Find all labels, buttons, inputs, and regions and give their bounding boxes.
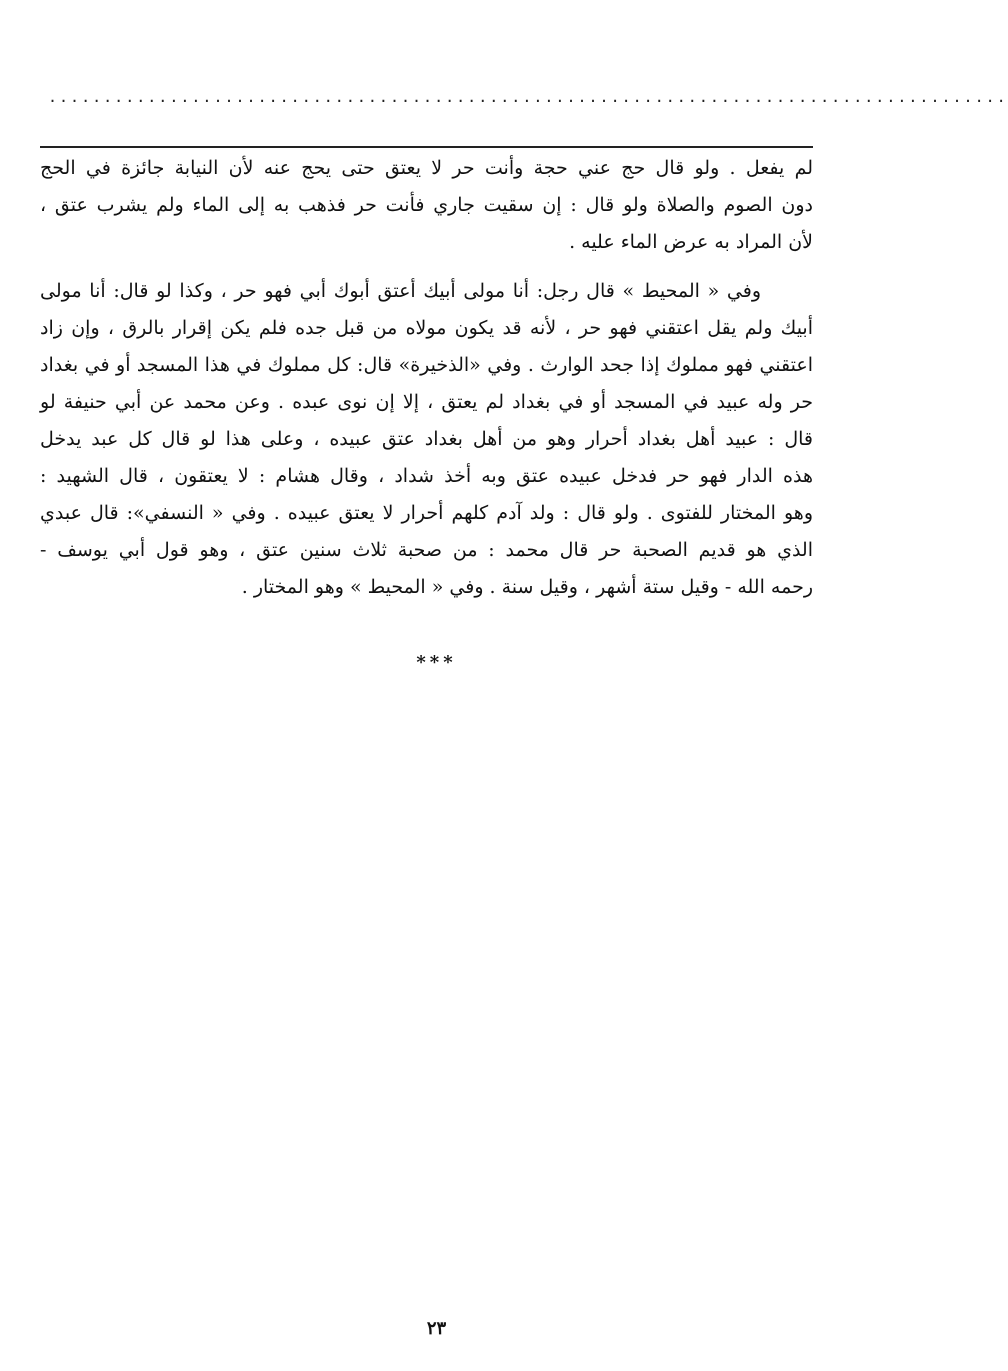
header-rule [40,146,813,148]
text-line: لم يفعل . ولو قال حج عني حجة وأنت حر لا يعتق حتى يحج عنه لأن النيابة جائزة في الحج [40,157,813,179]
text-line: قال : عبيد أهل بغداد أحرار وهو من أهل بغداد عتق عبيده ، وعلى هذا لو قال كل عبد يدخل [40,428,813,450]
section-ornament: *** [416,652,457,673]
text-line: لأن المراد به عرض الماء عليه . [569,231,813,253]
body-text [40,150,813,606]
page-number: ٢٣ [426,1318,447,1339]
paragraph-2 [40,273,813,606]
text-line: وهو المختار للفتوى . ولو قال : ولد آدم كلهم أحرار لا يعتق عبيده . وفي « النسفي»: قال عبدي [40,502,813,524]
text-line: هذه الدار فهو حر فدخل عبيده عتق وبه أخذ شداد ، وقال هشام : لا يعتقون ، قال الشهيد : [40,465,813,487]
text-line: أبيك ولم يقل اعتقني فهو حر ، لأنه قد يكون مولاه من قبل جده فلم يكن إقرار بالرق ، وإن زاد [40,317,813,339]
text-line: دون الصوم والصلاة ولو قال : إن سقيت جاري فأنت حر فذهب به إلى الماء ولم يشرب عتق ، [40,194,813,216]
text-line: الذي هو قديم الصحبة حر قال محمد : من صحبة ثلاث سنين عتق ، وهو قول أبي يوسف - [40,539,813,561]
text-line: رحمه الله - وقيل ستة أشهر ، وقيل سنة . وفي « المحيط » وهو المختار . [241,576,813,598]
paragraph-1 [40,150,813,261]
header-dotted-line: ....................................................................................... [48,88,1008,106]
text-line: وفي « المحيط » قال رجل: أنا مولى أبيك أعتق أبوك أبي فهو حر ، وكذا لو قال: أنا مولى [40,280,761,302]
text-line: حر وله عبيد في المسجد أو في بغداد لم يعتق ، إلا إن نوى عبده . وعن محمد عن أبي حنيفة لو [40,391,813,413]
text-line: اعتقني فهو مملوك إذا جحد الوارث . وفي «الذخيرة» قال: كل مملوك في هذا المسجد أو في بغداد [40,354,813,376]
